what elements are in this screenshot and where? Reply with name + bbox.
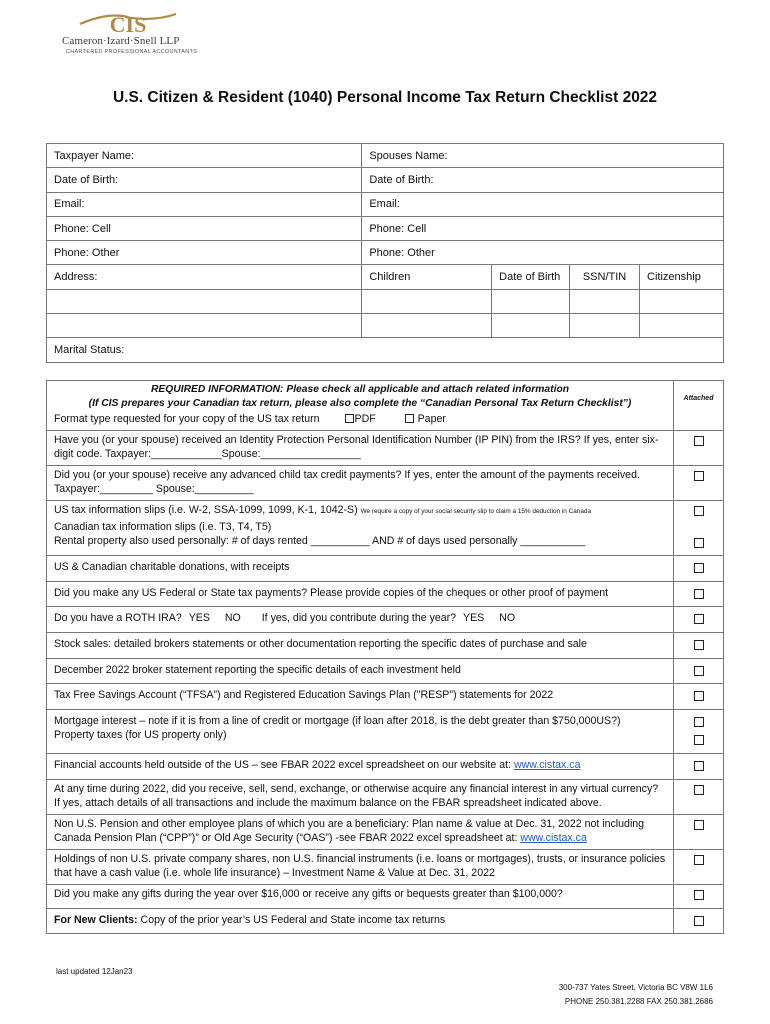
mortgage-text: Mortgage interest – note if it is from a line of credit or mortgage (if loan after 2018, is the debt greater than $750,000US?) [54,714,621,727]
check-cell[interactable] [674,465,724,500]
taxpayer-name-field[interactable]: Taxpayer Name: [47,144,362,168]
table-row [47,607,724,633]
child-cell[interactable] [570,289,640,313]
paper-label: Paper [417,413,446,425]
format-paper-option[interactable] [405,412,446,427]
child-cell[interactable] [570,314,640,338]
item-ippin: Have you (or your spouse) received an Identity Protection Personal Identification Number (IP PIN) from the IRS? If yes, enter six-digit code. Taxpayer:____________Spouse:_________________ [47,430,674,465]
table-row [47,885,724,909]
child-cell[interactable] [640,314,724,338]
spouse-cell-field[interactable]: Phone: Cell [362,216,724,240]
required-header-line1: REQUIRED INFORMATION: Please check all applicable and attach related information [150,384,570,395]
gifts-checkbox[interactable] [694,890,704,900]
required-header-line2: (If CIS prepares your Canadian tax return, please also complete the “Canadian Personal Tax Return Checklist”) [88,398,632,409]
table-row [47,709,724,753]
check-cell[interactable] [674,607,724,633]
item-new-clients [47,908,674,934]
personal-info-table [46,143,724,363]
table-row [47,753,724,779]
spouse-name-field[interactable]: Spouses Name: [362,144,724,168]
roth-yes[interactable]: YES [188,612,210,625]
check-cell[interactable] [674,753,724,779]
tax-payments-checkbox[interactable] [694,589,704,599]
marital-status-field[interactable]: Marital Status: [47,338,724,362]
item-mortgage [47,709,674,753]
tfsa-checkbox[interactable] [694,691,704,701]
item-broker-statement: December 2022 broker statement reporting the specific details of each investment held [47,658,674,684]
firm-subtitle: CHARTERED PROFESSIONAL ACCOUNTANTS [66,49,198,55]
last-updated: last updated 12Jan23 [56,967,133,976]
spouse-other-phone-field[interactable]: Phone: Other [362,241,724,265]
firm-phone: PHONE 250.381.2288 FAX 250.381.2686 [564,996,713,1006]
fbar-text: Financial accounts held outside of the US – see FBAR 2022 excel spreadsheet on our website at: [54,758,511,771]
table-row [47,265,724,289]
address-field[interactable]: Address: [47,265,362,289]
page-title: U.S. Citizen & Resident (1040) Personal Income Tax Return Checklist 2022 [112,89,658,106]
contrib-yes[interactable]: YES [463,612,485,625]
cis-logo-icon [78,8,178,38]
roth-checkbox[interactable] [694,614,704,624]
pdf-checkbox[interactable] [345,414,354,423]
table-row [47,556,724,582]
table-row [47,581,724,607]
table-row [47,381,724,431]
check-cell[interactable] [674,500,724,555]
citizenship-header: Citizenship [640,265,724,289]
pdf-label: PDF [354,413,376,425]
taxpayer-dob-field[interactable]: Date of Birth: [47,168,362,192]
taxpayer-email-field[interactable]: Email: [47,192,362,216]
rental-text: Rental property also used personally: # of days rented __________ AND # of days used personally ___________ [54,535,586,548]
check-cell[interactable] [674,632,724,658]
table-row [47,216,724,240]
check-cell[interactable] [674,658,724,684]
spouse-dob-field[interactable]: Date of Birth: [362,168,724,192]
item-roth-ira [47,607,674,633]
new-clients-label: For New Clients: [54,913,138,926]
table-row [47,814,724,849]
table-row [47,241,724,265]
pension-link[interactable]: www.cistax.ca [520,832,587,845]
table-row [47,430,724,465]
holdings-checkbox[interactable] [694,855,704,865]
check-cell[interactable] [674,779,724,814]
logo-mark: CIS [109,12,147,37]
child-cell[interactable] [492,314,570,338]
table-row [47,192,724,216]
attached-label: Attached [683,395,714,402]
virtual-currency-checkbox[interactable] [694,785,704,795]
pension-text: Non U.S. Pension and other employee plans of which you are a beneficiary: Plan name & value at Dec. 31, 2022 not including Canada Pension Plan (“CPP”)” or Old Age Security (“OAS”) -see FBAR 2022 excel spreadsheet at: [54,817,645,845]
firm-logo [60,8,200,58]
format-pdf-option[interactable] [345,412,376,427]
new-clients-checkbox[interactable] [694,916,704,926]
child-cell[interactable] [362,289,492,313]
mortgage-checkbox[interactable] [694,717,704,727]
donations-checkbox[interactable] [694,563,704,573]
item-holdings: Holdings of non U.S. private company shares, non U.S. financial instruments (i.e. loans or mortgages), trusts, or insurance policies that have a cash value (i.e. whole life insurance) – Investment Name & Value at Dec. 31, 2022 [47,849,674,884]
required-info-table [46,380,724,934]
item-tfsa-resp: Tax Free Savings Account (“TFSA”) and Registered Education Savings Plan ("RESP") statements for 2022 [47,684,674,710]
contrib-no[interactable]: NO [499,612,516,625]
item-virtual-currency: At any time during 2022, did you receive, sell, send, exchange, or otherwise acquire any financial interest in any virtual currency? If yes, attach details of all transactions and include the maximum balance on the FBAR spreadsheet indicated above. [47,779,674,814]
firm-contact [559,981,713,1008]
table-row [47,314,724,338]
fbar-link[interactable]: www.cistax.ca [513,758,581,771]
table-row [47,779,724,814]
child-credit-checkbox[interactable] [694,471,704,481]
check-cell[interactable] [674,684,724,710]
taxpayer-other-phone-field[interactable]: Phone: Other [47,241,362,265]
item-pension [47,814,674,849]
item-fbar [47,753,674,779]
property-taxes-text: Property taxes (for US property only) [54,729,227,742]
us-slips-text: US tax information slips (i.e. W-2, SSA-1099, 1099, K-1, 1042-S) [54,503,358,516]
address-line-3[interactable] [47,314,362,338]
item-gifts: Did you make any gifts during the year over $16,000 or receive any gifts or bequests greater than $100,000? [47,885,674,909]
ca-slips-text: Canadian tax information slips (i.e. T3, T4, T5) [54,520,272,533]
table-row [47,500,724,555]
property-taxes-checkbox[interactable] [694,735,704,745]
paper-checkbox[interactable] [405,414,414,423]
check-cell[interactable] [674,430,724,465]
table-row [47,908,724,934]
table-row [47,144,724,168]
pension-checkbox[interactable] [694,820,704,830]
check-cell[interactable] [674,556,724,582]
spouse-email-field[interactable]: Email: [362,192,724,216]
roth-no[interactable]: NO [224,612,241,625]
us-slips-note: We require a copy of your social security slip to claim a 15% deduction in Canada [360,507,592,515]
table-row [47,684,724,710]
us-slips-checkbox[interactable] [694,506,704,516]
check-cell[interactable] [674,908,724,934]
item-donations: US & Canadian charitable donations, with receipts [47,556,674,582]
roth-contrib-question: If yes, did you contribute during the year? [261,612,457,625]
firm-address: 300-737 Yates Street, Victoria BC V8W 1L6 [558,983,713,992]
required-header [47,381,674,431]
check-cell[interactable] [674,814,724,849]
child-dob-header: Date of Birth [492,265,570,289]
table-row [47,289,724,313]
item-tax-payments: Did you make any US Federal or State tax payments? Please provide copies of the cheques or other proof of payment [47,581,674,607]
fbar-checkbox[interactable] [694,761,704,771]
ippin-checkbox[interactable] [694,436,704,446]
ssn-header: SSN/TIN [570,265,640,289]
table-row [47,849,724,884]
address-line-2[interactable] [47,289,362,313]
rental-checkbox[interactable] [694,538,704,548]
check-cell[interactable] [674,709,724,753]
stock-sales-checkbox[interactable] [694,640,704,650]
child-cell[interactable] [640,289,724,313]
item-child-credit: Did you (or your spouse) receive any advanced child tax credit payments? If yes, enter the amount of the payments received. Taxpayer:_________ Spouse:__________ [47,465,674,500]
firm-name: Cameron·Izard·Snell LLP [62,35,180,47]
child-cell[interactable] [362,314,492,338]
taxpayer-cell-field[interactable]: Phone: Cell [47,216,362,240]
children-header: Children [362,265,492,289]
roth-question: Do you have a ROTH IRA? [54,612,182,625]
table-row [47,632,724,658]
format-label: Format type requested for your copy of the US tax return [54,413,320,425]
item-stock-sales: Stock sales: detailed brokers statements or other documentation reporting the specific dates of purchase and sale [47,632,674,658]
check-cell[interactable] [674,849,724,884]
broker-checkbox[interactable] [694,666,704,676]
attached-header [674,381,724,431]
item-us-slips [47,500,674,555]
table-row [47,338,724,362]
check-cell[interactable] [674,581,724,607]
child-cell[interactable] [492,289,570,313]
table-row [47,658,724,684]
table-row [47,168,724,192]
new-clients-text: Copy of the prior year’s US Federal and State income tax returns [140,913,446,926]
table-row [47,465,724,500]
check-cell[interactable] [674,885,724,909]
